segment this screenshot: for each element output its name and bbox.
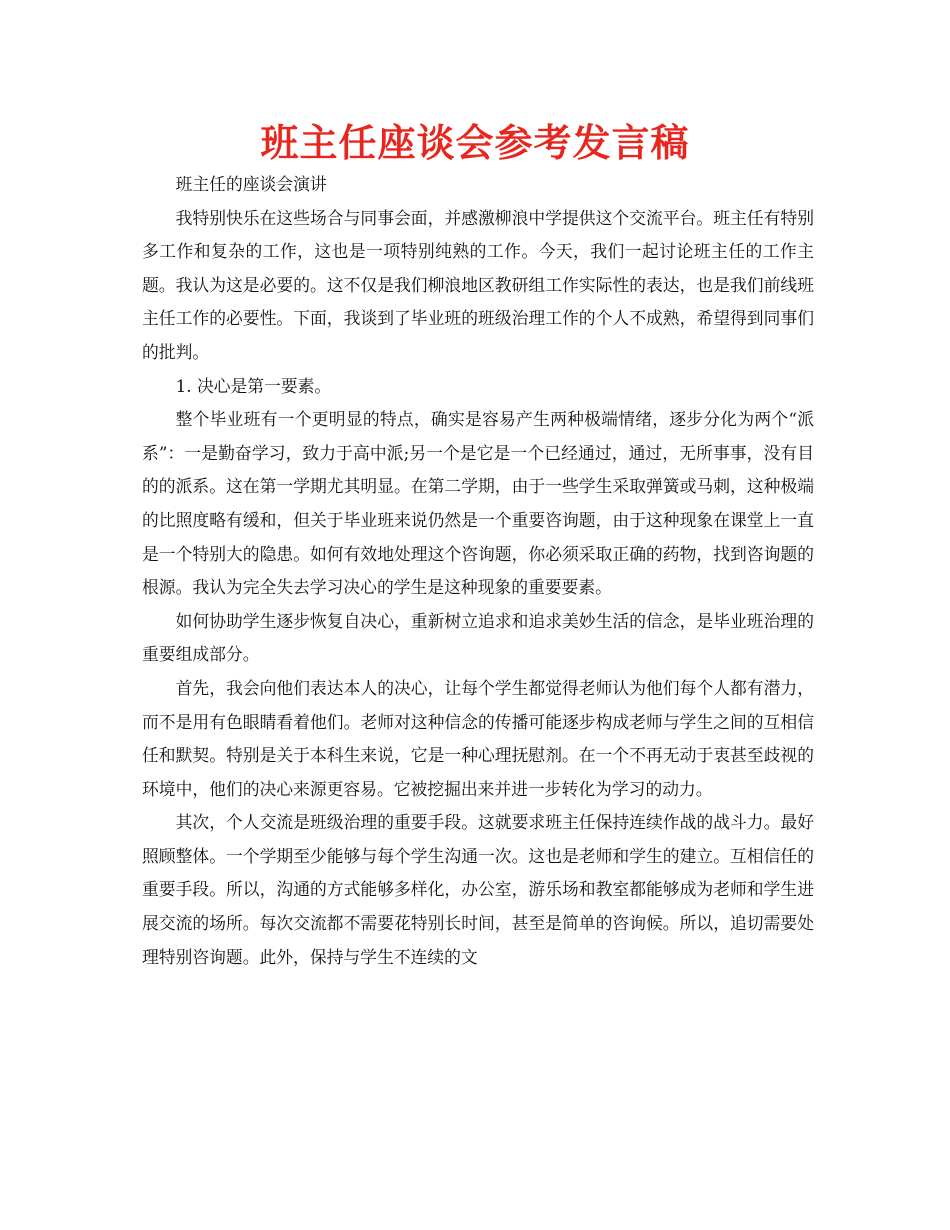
paragraph: 首先，我会向他们表达本人的决心，让每个学生都觉得老师认为他们每个人都有潜力，而不是用有色眼睛看着他们。老师对这种信念的传播可能逐步构成老师与学生之间的互相信任和默契。特别是关于本科生来说，它是一种心理抚慰剂。在一个不再无动于衷甚至歧视的环境中，他们的决心来源更容易。它被挖掘出来并进一步转化为学习的动力。 xyxy=(142,677,814,799)
paragraph: 整个毕业班有一个更明显的特点，确实是容易产生两种极端情绪，逐步分化为两个“派系”：一是勤奋学习，致力于高中派;另一个是它是一个已经通过，通过，无所事事，没有目的的派系。这在第一学期尤其明显。在第二学期，由于一些学生采取弹簧或马刺，这种极端的比照度略有缓和，但关于毕业班来说仍然是一个重要咨询题，由于这种现象在课堂上一直是一个特别大的隐患。如何有效地处理这个咨询题，你必须采取正确的药物，找到咨询题的根源。我认为完全失去学习决心的学生是这种现象的重要要素。 xyxy=(142,409,814,598)
paragraph-heading: 1. 决心是第一要素。 xyxy=(175,375,332,396)
paragraph-subtitle: 班主任的座谈会演讲 xyxy=(175,174,327,194)
document-body xyxy=(142,168,814,974)
document-title: 班主任座谈会参考发言稿 xyxy=(260,120,690,165)
paragraph: 其次，个人交流是班级治理的重要手段。这就要求班主任保持连续作战的战斗力。最好照顾整体。一个学期至少能够与每个学生沟通一次。这也是老师和学生的建立。互相信任的重要手段。所以，沟通的方式能够多样化，办公室，游乐场和教室都能够成为老师和学生进展交流的场所。每次交流都不需要花特别长时间，甚至是简单的咨询候。所以，追切需要处理特别咨询题。此外，保持与学生不连续的文 xyxy=(142,812,814,967)
paragraph: 我特别快乐在这些场合与同事会面，并感激柳浪中学提供这个交流平台。班主任有特别多工作和复杂的工作，这也是一项特别纯熟的工作。今天，我们一起讨论班主任的工作主题。我认为这是必要的。这不仅是我们柳浪地区教研组工作实际性的表达，也是我们前线班主任工作的必要性。下面，我谈到了毕业班的班级治理工作的个人不成熟，希望得到同事们的批判。 xyxy=(142,207,814,362)
paragraph: 如何协助学生逐步恢复自决心，重新树立追求和追求美妙生活的信念，是毕业班治理的重要组成部分。 xyxy=(142,610,814,665)
